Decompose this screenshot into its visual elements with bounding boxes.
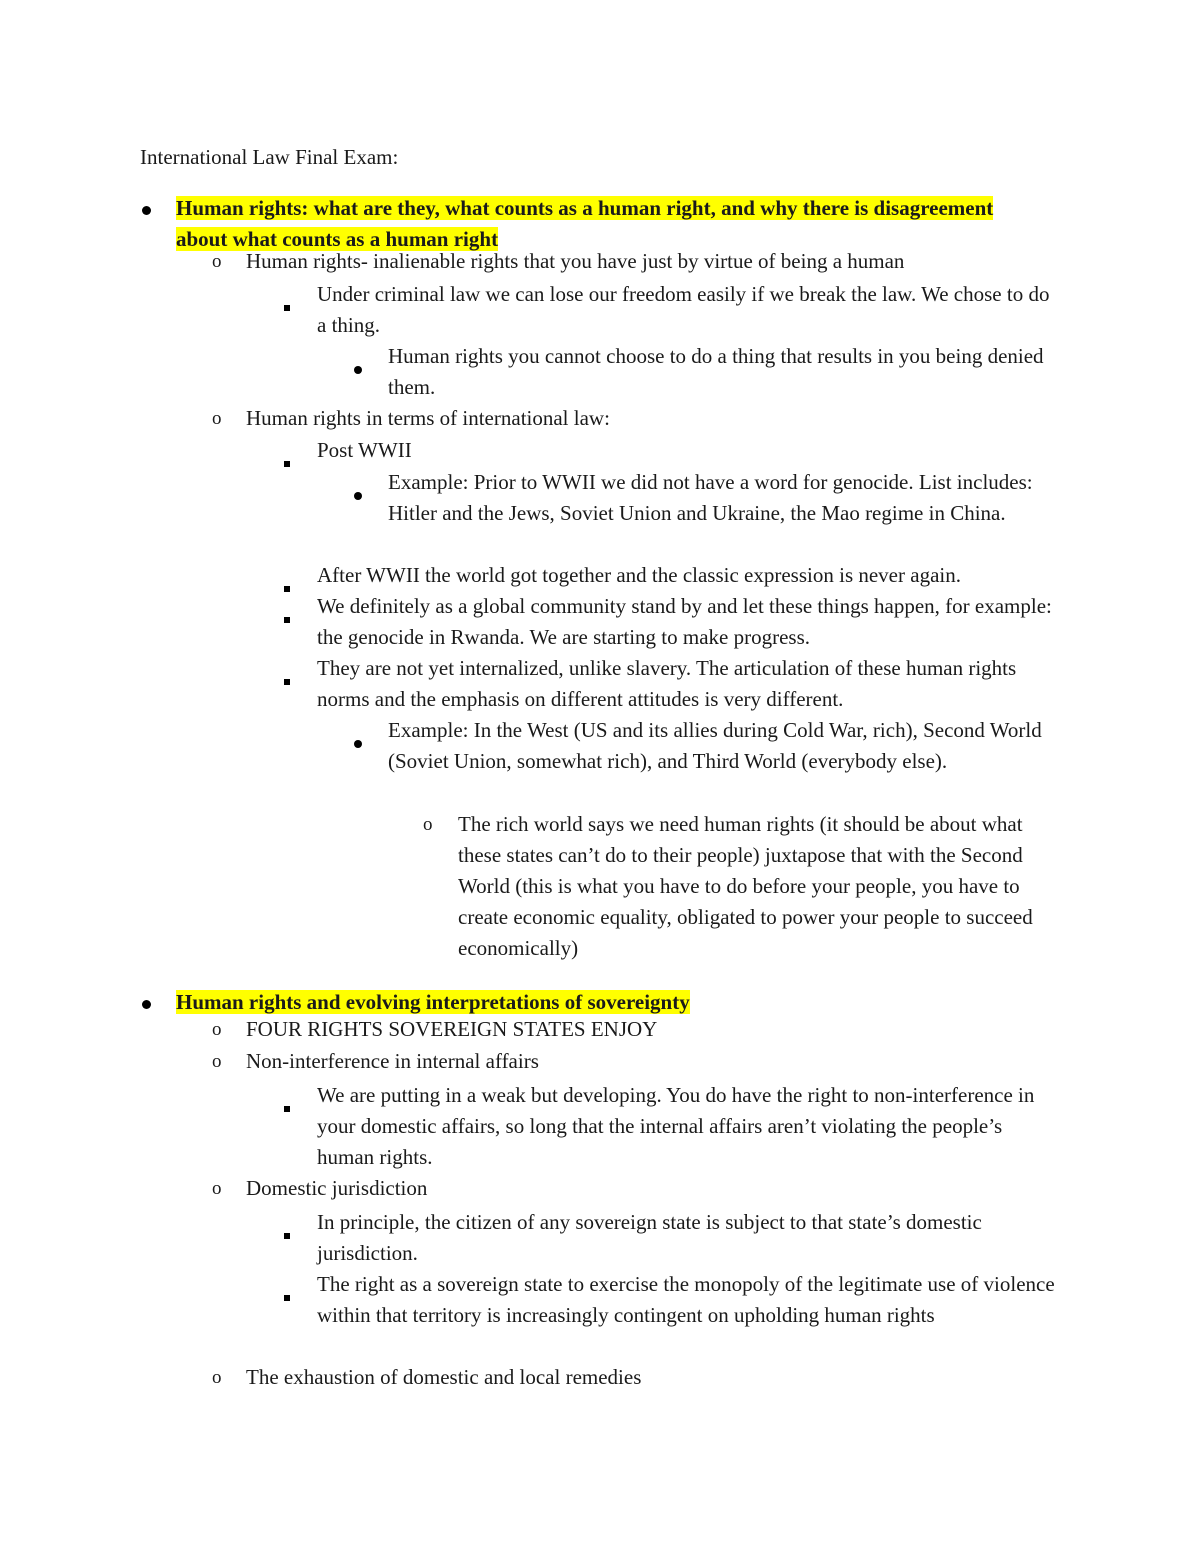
list-item: [388, 341, 1068, 403]
square-bullet-icon: [284, 601, 290, 632]
item-text: Domestic jurisdiction: [246, 1176, 428, 1200]
item-text: We definitely as a global community stand by and let these things happen, for example: the genocide in Rwanda. We are starting to make progress.: [317, 594, 1052, 649]
list-item: [212, 246, 1066, 277]
list-item: [212, 403, 1066, 434]
item-text: Human rights- inalienable rights that you have just by virtue of being a human: [246, 249, 905, 273]
list-item: [317, 591, 1062, 653]
item-text: Human rights you cannot choose to do a thing that results in you being denied them.: [388, 344, 1044, 399]
item-text: FOUR RIGHTS SOVEREIGN STATES ENJOY: [246, 1017, 658, 1041]
bullet-icon: [142, 987, 151, 1018]
item-text: The exhaustion of domestic and local remedies: [246, 1365, 642, 1389]
list-item: [423, 809, 1058, 964]
item-text: Under criminal law we can lose our freedom easily if we break the law. We chose to do a thing.: [317, 282, 1050, 337]
square-bullet-icon: [284, 570, 290, 601]
list-item: [317, 435, 1062, 466]
heading-text: Human rights: what are they, what counts as a human right, and why there is disagreement about what counts as a human right: [176, 196, 994, 251]
list-item: [388, 715, 1068, 777]
list-item: [317, 1080, 1062, 1173]
circle-bullet-icon: o: [212, 1051, 222, 1072]
bullet-icon: [354, 478, 362, 509]
item-text: They are not yet internalized, unlike slavery. The articulation of these human rights norms and the emphasis on different attitudes is very different.: [317, 656, 1017, 711]
circle-bullet-icon: o: [212, 408, 222, 429]
circle-bullet-icon: o: [423, 814, 433, 835]
list-item: [317, 560, 1062, 591]
item-text: We are putting in a weak but developing. You do have the right to non-interference in your domestic affairs, so long that the internal affairs aren’t violating the people’s human rights.: [317, 1083, 1035, 1169]
list-item: [317, 1269, 1062, 1331]
bullet-icon: [354, 352, 362, 383]
item-text: Non-interference in internal affairs: [246, 1049, 539, 1073]
list-item: [317, 1207, 1062, 1269]
list-item: [212, 1014, 1066, 1045]
bullet-icon: [354, 726, 362, 757]
item-text: The right as a sovereign state to exercise the monopoly of the legitimate use of violence within that territory is increasingly contingent on upholding human rights: [317, 1272, 1055, 1327]
item-text: In principle, the citizen of any sovereign state is subject to that state’s domestic jurisdiction.: [317, 1210, 982, 1265]
circle-bullet-icon: o: [212, 251, 222, 272]
list-item: [388, 467, 1068, 529]
circle-bullet-icon: o: [212, 1178, 222, 1199]
square-bullet-icon: [284, 445, 290, 476]
list-item: [317, 279, 1062, 341]
item-text: Human rights in terms of international law:: [246, 406, 610, 430]
square-bullet-icon: [284, 1090, 290, 1121]
heading-text: Human rights and evolving interpretations of sovereignty: [176, 990, 690, 1014]
bullet-icon: [142, 193, 151, 224]
circle-bullet-icon: o: [212, 1367, 222, 1388]
square-bullet-icon: [284, 1217, 290, 1248]
item-text: After WWII the world got together and the classic expression is never again.: [317, 563, 961, 587]
item-text: Example: Prior to WWII we did not have a word for genocide. List includes: Hitler and the Jews, Soviet Union and Ukraine, the Mao regime in China.: [388, 470, 1033, 525]
document-title: International Law Final Exam:: [140, 145, 399, 169]
item-text: The rich world says we need human rights (it should be about what these states can’t do to their people) juxtapose that with the Second World (this is what you have to do before your people, you have to create economic equality, obligated to power your people to succeed economically): [458, 812, 1033, 960]
list-item: [212, 1046, 1066, 1077]
square-bullet-icon: [284, 663, 290, 694]
list-item: [317, 653, 1062, 715]
circle-bullet-icon: o: [212, 1019, 222, 1040]
item-text: Post WWII: [317, 438, 412, 462]
list-item: [212, 1362, 1066, 1393]
square-bullet-icon: [284, 289, 290, 320]
list-item: [212, 1173, 1066, 1204]
item-text: Example: In the West (US and its allies during Cold War, rich), Second World (Soviet Union, somewhat rich), and Third World (everybody else).: [388, 718, 1042, 773]
square-bullet-icon: [284, 1279, 290, 1310]
